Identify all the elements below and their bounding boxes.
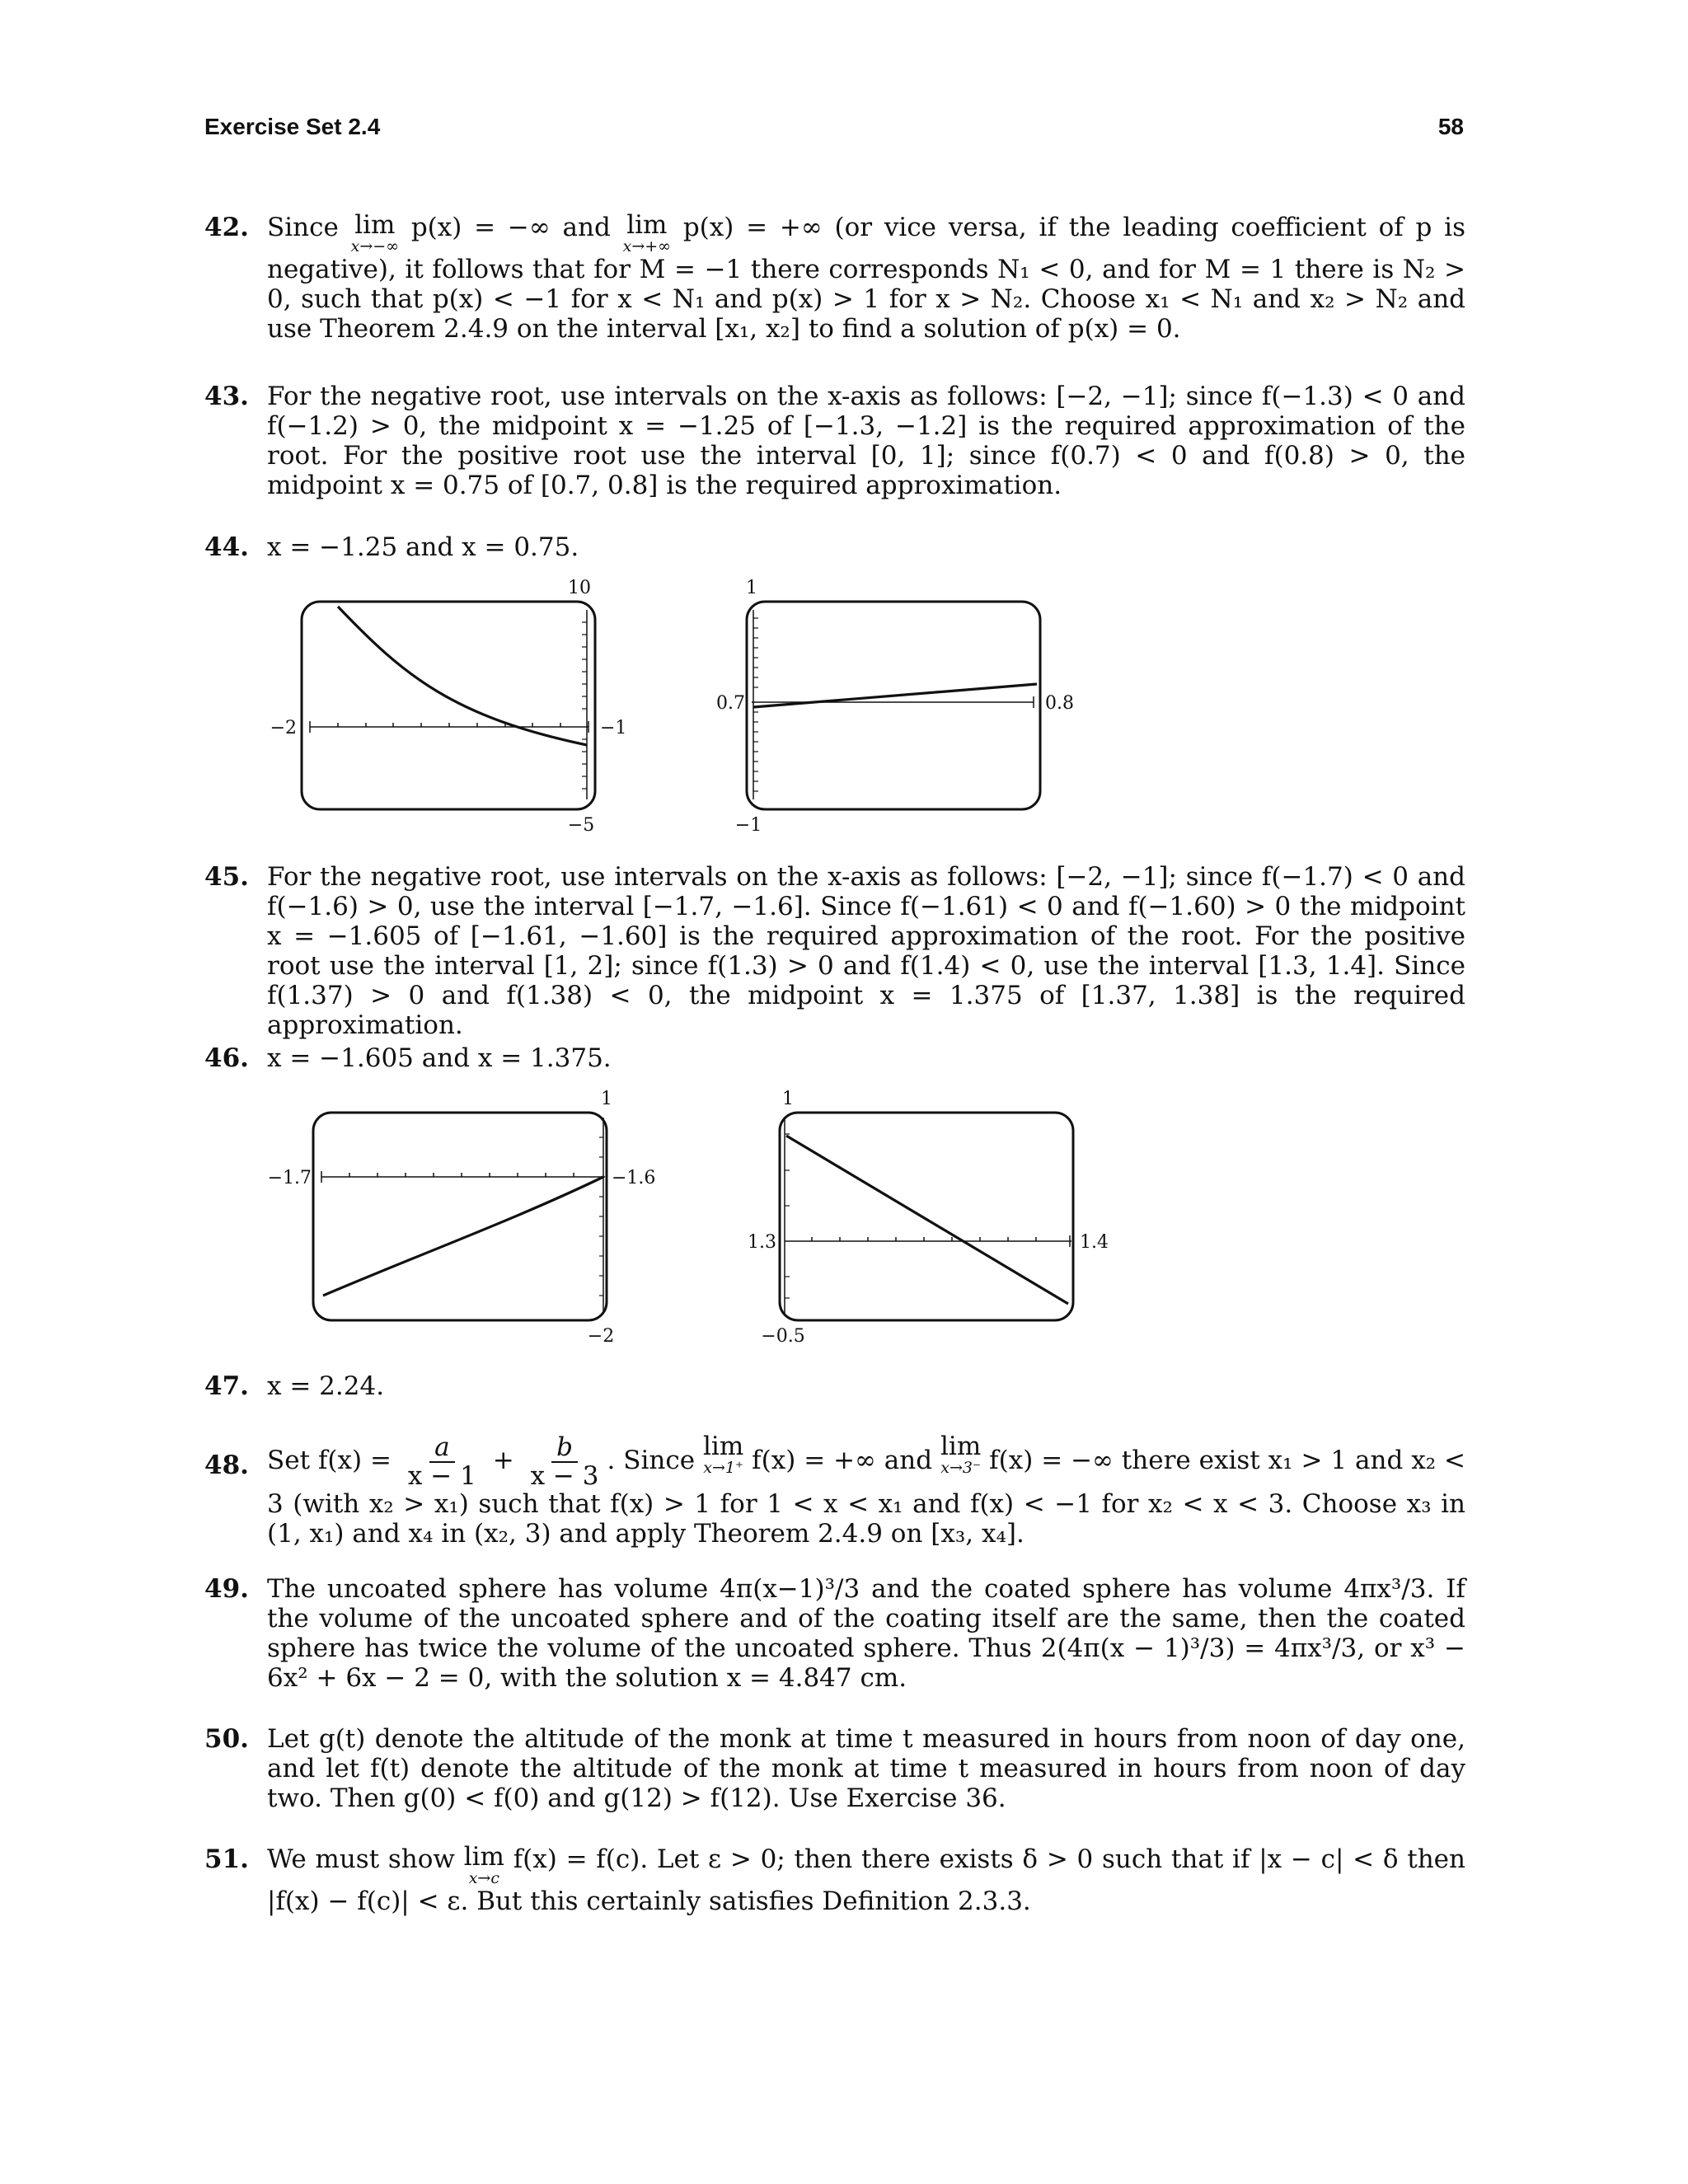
y-max-label: 1 <box>601 1089 612 1109</box>
problem-text: Since lim x→−∞ p(x) = −∞ and lim x→+∞ p(x) = +∞ (or vice versa, if the leading coefficient of p is negative), it follows that for M = −1 there corresponds N₁ < 0, and for M = 1 there is N₂ > 0, such that p(x) < −1 for x < N₁ and p(x) > 1 for x > N₂. Choose x₁ < N₁ and x₂ > N₂ and use Theorem 2.4.9 on the interval [x₁, x₂] to find a solution of p(x) = 0. <box>267 210 1465 344</box>
problem-text: The uncoated sphere has volume 4π(x−1)³/3 and the coated sphere has volume 4πx³/3. If the volume of the uncoated sphere and of the coating itself are the same, then the coated sphere has twice the volume of the uncoated sphere. Thus 2(4π(x − 1)³/3) = 4πx³/3, or x³ − 6x² + 6x − 2 = 0, with the solution x = 4.847 cm. <box>267 1574 1465 1693</box>
y-max-label: 1 <box>746 578 757 598</box>
problem-text: x = 2.24. <box>267 1371 385 1401</box>
problem-50 <box>204 1724 1465 1813</box>
problem-47 <box>204 1371 1465 1401</box>
fraction-b: $\frac{b}{x - 3}$ <box>530 1432 599 1491</box>
function-line <box>753 684 1037 707</box>
limit-expression: lim x→3⁻ <box>940 1432 982 1477</box>
y-min-label: −1 <box>734 815 762 836</box>
graph-frame <box>302 602 595 809</box>
section-title: Exercise Set 2.4 <box>204 114 381 139</box>
x-max-label: −1 <box>600 718 627 738</box>
problem-text: We must show lim x→c f(x) = f(c). Let ε > 0; then there exists δ > 0 such that if |x − c| < δ then |f(x) − f(c)| < ε. But this certainly satisfies Definition 2.3.3. <box>267 1842 1465 1916</box>
problem-43 <box>204 382 1465 500</box>
y-min-label: −5 <box>567 815 595 836</box>
y-min-label: −0.5 <box>761 1326 805 1347</box>
problem-number: 50. <box>204 1724 249 1754</box>
problem-number: 45. <box>204 862 249 892</box>
graph-44-negative-root <box>264 577 643 841</box>
problem-45 <box>204 862 1465 1040</box>
problem-42 <box>204 210 1465 344</box>
x-min-label: −2 <box>270 718 297 738</box>
graph-frame <box>747 602 1040 809</box>
function-curve <box>338 607 587 745</box>
x-max-label: −1.6 <box>612 1168 656 1188</box>
problem-text: Let g(t) denote the altitude of the monk at time t measured in hours from noon of day one, and let f(t) denote the altitude of the monk at time t measured in hours from noon of day two. Then g(0) < f(0) and g(12) > f(12). Use Exercise 36. <box>267 1724 1465 1813</box>
problem-number: 43. <box>204 382 249 411</box>
graph-46-positive-root <box>742 1088 1121 1352</box>
graph-frame <box>780 1113 1073 1320</box>
y-max-label: 1 <box>782 1089 794 1109</box>
y-max-label: 10 <box>568 578 591 598</box>
problem-number: 46. <box>204 1043 249 1073</box>
problem-number: 42. <box>204 213 249 242</box>
page-header <box>204 114 1464 140</box>
y-min-label: −2 <box>587 1326 615 1347</box>
graph-46-negative-root <box>267 1088 656 1352</box>
limit-expression: lim x→+∞ <box>622 210 672 255</box>
problem-text: x = −1.25 and x = 0.75. <box>267 532 579 562</box>
fraction-a: $\frac{a}{x - 1}$ <box>407 1432 476 1491</box>
limit-expression: lim x→1⁺ <box>703 1432 744 1477</box>
x-min-label: 0.7 <box>716 693 745 714</box>
x-max-label: 1.4 <box>1080 1232 1109 1253</box>
page-number: 58 <box>1437 114 1464 139</box>
problem-46 <box>204 1043 1465 1073</box>
function-curve <box>323 1177 603 1296</box>
limit-expression: lim x→c <box>463 1842 504 1887</box>
x-min-label: 1.3 <box>748 1232 776 1253</box>
problem-51 <box>204 1844 1465 1916</box>
problem-number: 48. <box>204 1451 249 1480</box>
problem-text: x = −1.605 and x = 1.375. <box>267 1043 612 1073</box>
problem-49 <box>204 1574 1465 1693</box>
problem-44 <box>204 532 1465 562</box>
graph-44-positive-root <box>709 577 1088 841</box>
problem-text: For the negative root, use intervals on the x-axis as follows: [−2, −1]; since f(−1.7) < 0 and f(−1.6) > 0, use the interval [−1.7, −1.6]. Since f(−1.61) < 0 and f(−1.60) > 0 the midpoint x = −1.605 of [−1.61, −1.60] is the required approximation of the root. For the positive root use the interval [1, 2]; since f(1.3) > 0 and f(1.4) < 0, use the interval [1.3, 1.4]. Since f(1.37) > 0 and f(1.38) < 0, the midpoint x = 1.375 of [1.37, 1.38] is the required approximation. <box>267 862 1465 1040</box>
x-max-label: 0.8 <box>1045 693 1074 714</box>
limit-expression: lim x→−∞ <box>350 210 400 255</box>
problem-number: 51. <box>204 1844 249 1874</box>
graph-frame <box>313 1113 607 1320</box>
problem-number: 47. <box>204 1371 249 1401</box>
problem-48 <box>204 1434 1465 1549</box>
problem-number: 49. <box>204 1574 249 1604</box>
x-min-label: −1.7 <box>267 1168 312 1188</box>
function-line <box>786 1136 1068 1304</box>
problem-text: Set f(x) = $\frac{a}{x - 1}$ + $\frac{b}{x - 3}$ . Since lim x→1⁺ f(x) = +∞ and lim x→3⁻ f(x) = −∞ there exist x₁ > 1 and x₂ < 3 (with x₂ > x₁) such that f(x) > 1 for 1 < x < x₁ and f(x) < −1 for x₂ < x < 3. Choose x₃ in (1, x₁) and x₄ in (x₂, 3) and apply Theorem 2.4.9 on [x₃, x₄]. <box>267 1432 1466 1549</box>
problem-number: 44. <box>204 532 249 562</box>
problem-text: For the negative root, use intervals on the x-axis as follows: [−2, −1]; since f(−1.3) < 0 and f(−1.2) > 0, the midpoint x = −1.25 of [−1.3, −1.2] is the required approximation of the root. For the positive root use the interval [0, 1]; since f(0.7) < 0 and f(0.8) > 0, the midpoint x = 0.75 of [0.7, 0.8] is the required approximation. <box>267 382 1465 500</box>
